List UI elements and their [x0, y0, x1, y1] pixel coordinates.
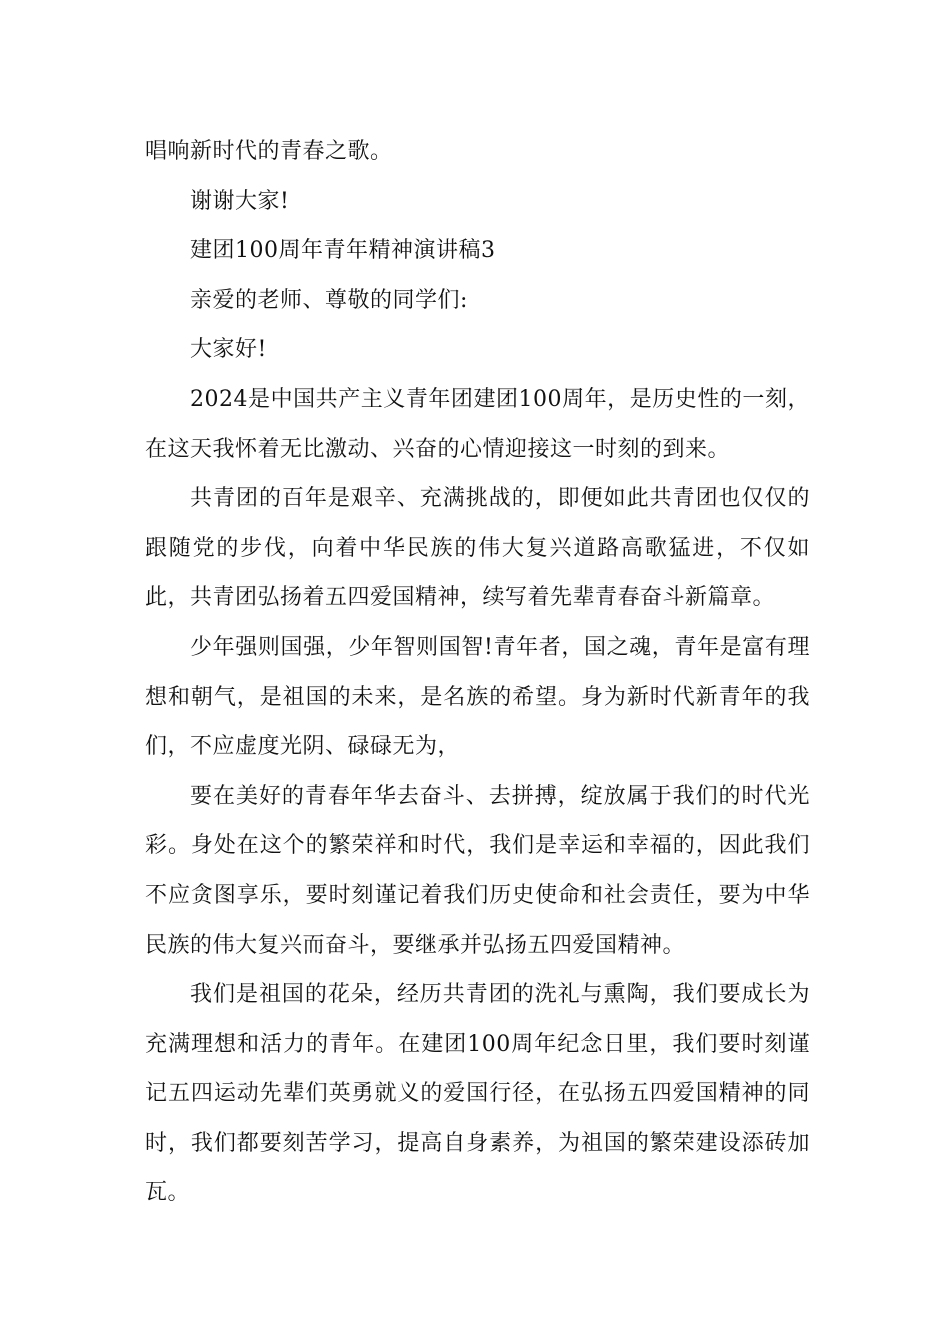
paragraph-struggle: 要在美好的青春年华去奋斗、去拼搏，绽放属于我们的时代光彩。身处在这个的繁荣祥和时代，我们是幸运和幸福的，因此我们不应贪图享乐，要时刻谨记着我们历史使命和社会责任，要为中华民族的伟大复兴而奋斗，要继承并弘扬五四爱国精神。: [145, 783, 810, 958]
document-body: [145, 127, 810, 1218]
paragraph-youth: 少年强则国强，少年智则国智!青年者，国之魂，青年是富有理想和朝气，是祖国的未来，是名族的希望。身为新时代新青年的我们，不应虚度光阴、碌碌无为，: [145, 634, 810, 760]
paragraph-centenary: 共青团的百年是艰辛、充满挑战的，即便如此共青团也仅仅的跟随党的步伐，向着中华民族的伟大复兴道路高歌猛进，不仅如此，共青团弘扬着五四爱国精神，续写着先辈青春奋斗新篇章。: [145, 486, 810, 611]
greeting: 大家好!: [190, 337, 267, 363]
paragraph-growth: 我们是祖国的花朵，经历共青团的洗礼与熏陶，我们要成长为充满理想和活力的青年。在建团100周年纪念日里，我们要时刻谨记五四运动先辈们英勇就义的爱国行径，在弘扬五四爱国精神的同时，我们都要刻苦学习，提高自身素养，为祖国的繁荣建设添砖加瓦。: [145, 982, 810, 1206]
paragraph-closing-line: 唱响新时代的青春之歌。: [145, 139, 393, 164]
paragraph-thanks: 谢谢大家!: [190, 188, 290, 214]
paragraph-anniversary: 2024是中国共产主义青年团建团100周年，是历史性的一刻，在这天我怀着无比激动、兴奋的心情迎接这一时刻的到来。: [145, 386, 810, 462]
speech-title: 建团100周年青年精神演讲稿3: [190, 238, 496, 264]
salutation: 亲爱的老师、尊敬的同学们:: [190, 287, 468, 313]
